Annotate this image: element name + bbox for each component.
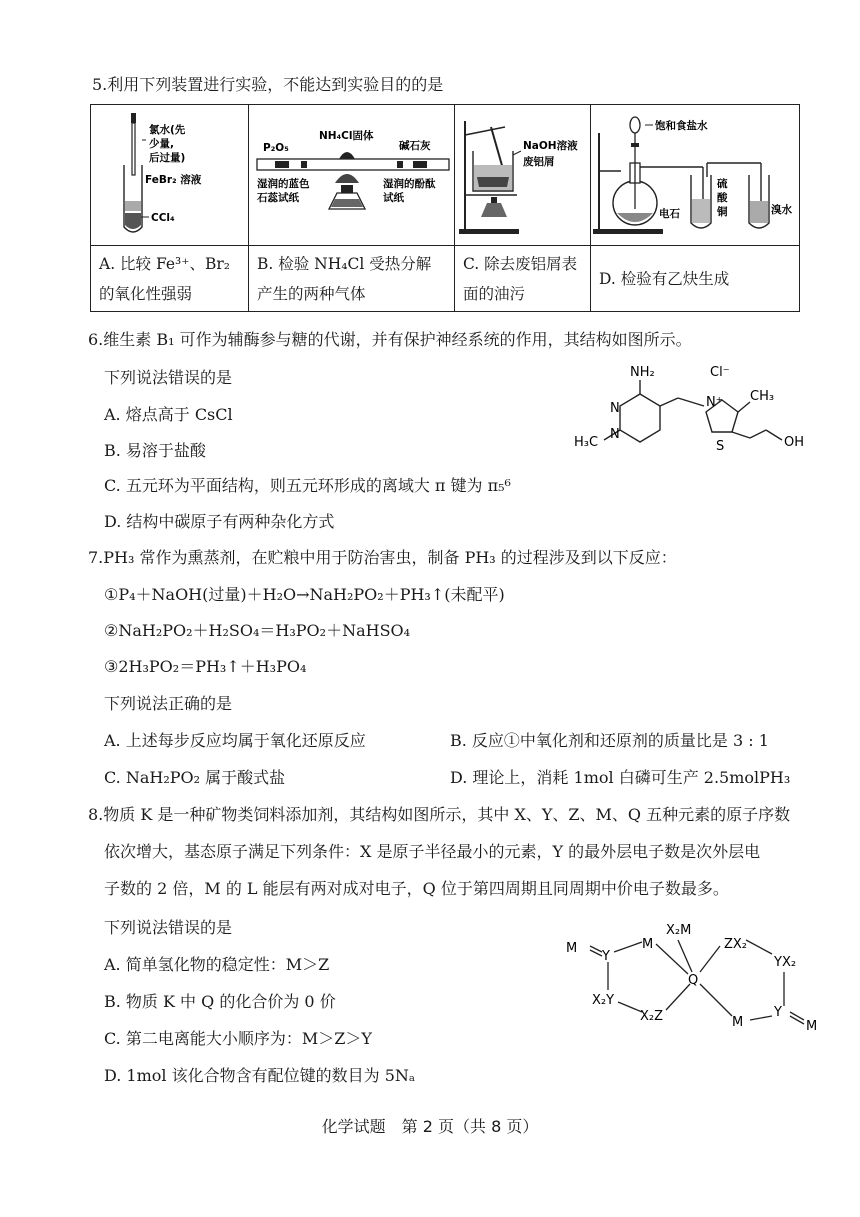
struct-x2y: X₂Y [592,993,615,1008]
label-small-amount: 少量, [149,138,174,150]
beaker-heating-diagram [455,105,591,241]
q5-option-a: A. 比较 Fe³⁺、Br₂ 的氧化性强弱 [91,246,249,312]
heated-tube-diagram [249,105,455,241]
q5-option-b: B. 检验 NH₄Cl 受热分解产生的两种气体 [249,246,455,312]
struct-h3c: H₃C [574,435,599,450]
label-wet-blue: 湿润的蓝色 [257,178,310,190]
acetylene-apparatus-diagram [591,105,800,241]
label-copper-3: 铜 [717,206,728,218]
struct-zx2: ZX₂ [724,937,748,952]
label-soda-lime: 碱石灰 [399,140,431,152]
label-bromine-water: 溴水 [771,204,792,216]
q8-stem-line1: 8.物质 K 是一种矿物类饲料添加剂，其结构如图所示，其中 X、Y、Z、M、Q 五种元素的原子序数 [88,805,791,824]
q8-option-d: D. 1mol 该化合物含有配位键的数目为 5Nₐ [104,1066,416,1085]
q7-sub: 下列说法正确的是 [104,694,233,713]
q7-option-a: A. 上述每步反应均属于氧化还原反应 [104,731,366,750]
label-nh4cl: NH₄Cl固体 [319,130,374,142]
q5-option-c: C. 除去废铝屑表面的油污 [455,246,591,312]
struct-nh2: NH₂ [630,365,655,380]
struct-n2: N [610,427,620,442]
q5-stem: 5.利用下列装置进行实验，不能达到实验目的的是 [92,75,444,94]
q7-option-d: D. 理论上，消耗 1mol 白磷可生产 2.5molPH₃ [450,768,791,787]
struct-cl: Cl⁻ [710,365,730,380]
label-brine: 饱和食盐水 [655,120,708,132]
apparatus-d [591,105,800,246]
q7-option-c: C. NaH₂PO₂ 属于酸式盐 [104,768,286,787]
struct-s: S [716,439,725,454]
label-wet-phenol: 湿润的酚酞 [383,178,436,190]
label-copper-2: 酸 [717,192,728,204]
q6-option-a: A. 熔点高于 CsCl [104,405,233,424]
struct-yx2: YX₂ [774,955,797,970]
label-naoh: NaOH溶液 [523,140,578,152]
label-chlorine-water: 氯水(先 [149,124,186,136]
apparatus-c [455,105,591,246]
q8-option-a: A. 简单氢化物的稳定性：M＞Z [104,955,330,974]
label-p2o5: P₂O₅ [263,142,289,154]
q7-stem: 7.PH₃ 常作为熏蒸剂，在贮粮中用于防治害虫，制备 PH₃ 的过程涉及到以下反应： [88,548,677,567]
struct-y-left: Y [602,949,610,964]
label-al-scraps: 废铝屑 [523,156,555,168]
vitamin-b1-structure [570,360,840,460]
label-calcium-carbide: 电石 [659,208,680,220]
label-litmus-paper: 石蕊试纸 [257,192,299,204]
page-footer: 化学试题 第 2 页（共 8 页） [321,1117,539,1136]
struct-x2m: X₂M [666,923,692,938]
q7-option-b: B. 反应①中氧化剂和还原剂的质量比是 3 : 1 [450,731,769,750]
struct-m-right: M [806,1019,818,1034]
q8-stem-line3: 子数的 2 倍，M 的 L 能层有两对成对电子，Q 位于第四周期且同周期中价电子数最多。 [104,879,729,898]
label-then-excess: 后过量) [149,152,186,164]
label-ccl4: CCl₄ [151,212,175,224]
q6-option-b: B. 易溶于盐酸 [104,441,206,460]
apparatus-a [91,105,249,246]
apparatus-b [249,105,455,246]
struct-oh: OH [784,435,805,450]
q6-option-c: C. 五元环为平面结构，则五元环形成的离域大 π 键为 π₅⁶ [104,476,511,495]
label-test-paper: 试纸 [383,192,404,204]
q8-option-b: B. 物质 K 中 Q 的化合价为 0 价 [104,992,336,1011]
struct-q: Q [688,973,699,988]
q5-option-d: D. 检验有乙炔生成 [591,246,800,312]
struct-y-right: Y [774,1005,782,1020]
q6-option-d: D. 结构中碳原子有两种杂化方式 [104,512,335,531]
struct-m-bottom: M [732,1015,744,1030]
q7-reaction-3: ③2H₃PO₂＝PH₃↑＋H₃PO₄ [104,657,307,676]
struct-ch3: CH₃ [750,389,775,404]
compound-k-structure [560,912,830,1042]
q7-reaction-1: ①P₄＋NaOH(过量)＋H₂O→NaH₂PO₂＋PH₃↑(未配平) [104,585,505,604]
q7-reaction-2: ②NaH₂PO₂＋H₂SO₄＝H₃PO₂＋NaHSO₄ [104,621,411,640]
label-febr2: FeBr₂ 溶液 [145,174,202,186]
q8-sub: 下列说法错误的是 [104,918,233,937]
q6-stem: 6.维生素 B₁ 可作为辅酶参与糖的代谢，并有保护神经系统的作用，其结构如图所示。 [88,330,692,349]
q6-sub: 下列说法错误的是 [104,368,233,387]
q8-option-c: C. 第二电离能大小顺序为：M＞Z＞Y [104,1029,372,1048]
struct-m-left: M [566,941,578,956]
struct-n1: N [610,401,620,416]
label-copper-1: 硫 [717,178,728,190]
q8-stem-line2: 依次增大，基态原子满足下列条件：X 是原子半径最小的元素，Y 的最外层电子数是次外层电 [104,842,761,861]
test-tube-dropper-diagram [91,105,249,241]
struct-m-top: M [642,937,654,952]
q5-table [90,104,800,312]
struct-nplus: N⁺ [706,395,723,410]
struct-x2z: X₂Z [640,1009,664,1024]
